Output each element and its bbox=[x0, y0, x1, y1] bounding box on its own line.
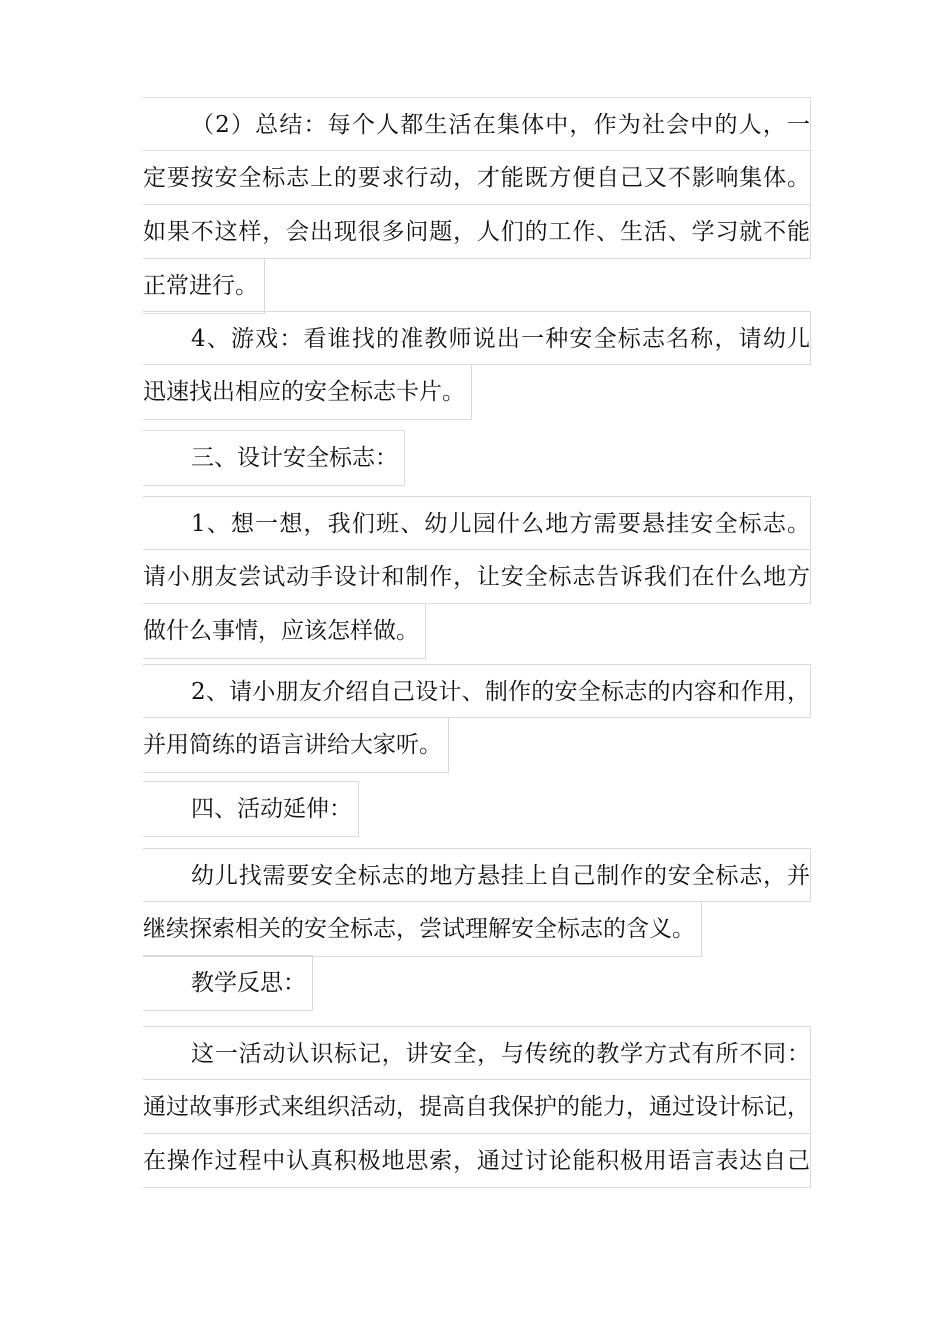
text-line: （2）总结：每个人都生活在集体中，作为社会中的人，一 bbox=[143, 97, 811, 151]
text-line: 定要按安全标志上的要求行动，才能既方便自己又不影响集体。 bbox=[143, 151, 811, 205]
text-line: 三、设计安全标志： bbox=[143, 430, 405, 486]
paragraph-introduce bbox=[143, 664, 811, 773]
paragraph-reflection bbox=[143, 1026, 811, 1188]
text-line: 正常进行。 bbox=[143, 259, 265, 314]
paragraph-summary bbox=[143, 97, 811, 314]
text-line: 四、活动延伸： bbox=[143, 781, 359, 837]
text-line: 幼儿找需要安全标志的地方悬挂上自己制作的安全标志，并 bbox=[143, 848, 811, 902]
text-line: 迅速找出相应的安全标志卡片。 bbox=[143, 365, 472, 420]
section-heading-extension bbox=[143, 781, 811, 837]
paragraph-think bbox=[143, 496, 811, 659]
paragraph-game bbox=[143, 311, 811, 420]
text-line: 并用简练的语言讲给大家听。 bbox=[143, 718, 449, 773]
text-line: 在操作过程中认真积极地思索，通过讨论能积极用语言表达自己 bbox=[143, 1134, 811, 1188]
paragraph-extension bbox=[143, 848, 811, 957]
section-heading-design bbox=[143, 430, 811, 486]
text-line: 请小朋友尝试动手设计和制作，让安全标志告诉我们在什么地方 bbox=[143, 550, 811, 604]
text-line: 4、游戏：看谁找的准教师说出一种安全标志名称，请幼儿 bbox=[143, 311, 811, 365]
text-line: 这一活动认识标记，讲安全，与传统的教学方式有所不同： bbox=[143, 1026, 811, 1080]
section-heading-reflection bbox=[143, 955, 811, 1011]
text-line: 做什么事情，应该怎样做。 bbox=[143, 604, 426, 659]
text-line: 1、想一想，我们班、幼儿园什么地方需要悬挂安全标志。 bbox=[143, 496, 811, 550]
text-line: 通过故事形式来组织活动，提高自我保护的能力，通过设计标记， bbox=[143, 1080, 811, 1134]
text-line: 教学反思： bbox=[143, 955, 313, 1011]
text-line: 如果不这样，会出现很多问题，人们的工作、生活、学习就不能 bbox=[143, 205, 811, 259]
text-line: 2、请小朋友介绍自己设计、制作的安全标志的内容和作用， bbox=[143, 664, 811, 718]
text-line: 继续探索相关的安全标志，尝试理解安全标志的含义。 bbox=[143, 902, 702, 957]
